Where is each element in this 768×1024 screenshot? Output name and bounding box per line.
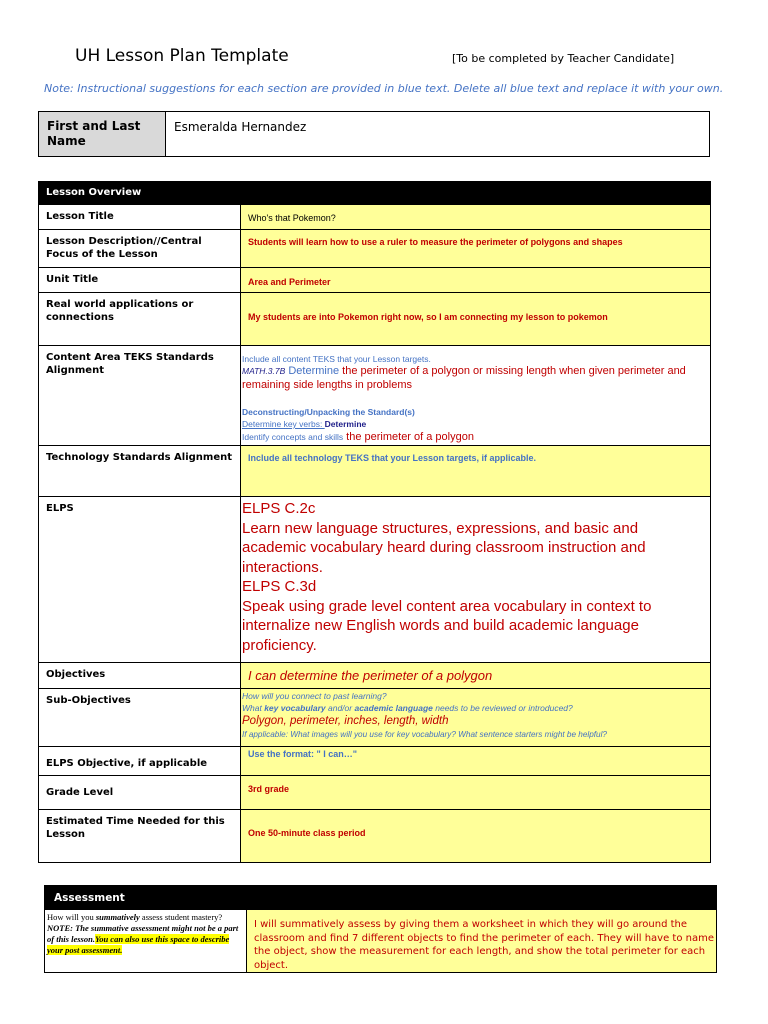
technology-value[interactable]: Include all technology TEKS that your Lesson targets, if applicable. xyxy=(241,446,710,496)
unit-title-label: Unit Title xyxy=(39,268,241,292)
lesson-overview-table xyxy=(38,181,711,863)
row-description xyxy=(39,229,710,267)
page-title: UH Lesson Plan Template xyxy=(75,46,289,66)
sub-obj-vocab: Polygon, perimeter, inches, length, width xyxy=(242,715,449,727)
assessment-label: How will you summatively assess student mastery? NOTE: The summative assessment might not be a part of this lesson.You can also use this space to describe your post assessment. xyxy=(45,910,247,972)
row-elps-objective xyxy=(39,746,710,775)
row-sub-objectives xyxy=(39,688,710,746)
concepts-label: Identify concepts and skills xyxy=(242,432,344,442)
sub-obj-q3: If applicable: What images will you use for key vocabulary? What sentence starters might be helpful? xyxy=(242,730,607,739)
grade-level-value[interactable]: 3rd grade xyxy=(241,776,710,809)
row-elps xyxy=(39,496,710,662)
row-real-world xyxy=(39,292,710,345)
page-subtitle: [To be completed by Teacher Candidate] xyxy=(452,52,675,65)
assessment-table xyxy=(44,885,717,973)
technology-label: Technology Standards Alignment xyxy=(39,446,241,496)
grade-level-label: Grade Level xyxy=(39,776,241,809)
elps-c2c-text: Learn new language structures, expressions, and basic and academic vocabulary heard during classroom instruction and interactions. xyxy=(242,519,646,576)
teks-value[interactable] xyxy=(241,346,710,445)
row-technology xyxy=(39,445,710,496)
sub-obj-q1: How will you connect to past learning? xyxy=(242,691,387,701)
row-lesson-title xyxy=(39,204,710,229)
elps-label: ELPS xyxy=(39,497,241,662)
assessment-row xyxy=(45,910,716,972)
name-value[interactable]: Esmeralda Hernandez xyxy=(174,120,307,134)
deconstruct-heading: Deconstructing/Unpacking the Standard(s) xyxy=(242,407,415,417)
lesson-title-label: Lesson Title xyxy=(39,205,241,229)
row-time-needed xyxy=(39,809,710,862)
row-grade-level xyxy=(39,775,710,809)
sub-objectives-label: Sub-Objectives xyxy=(39,689,241,746)
assessment-value[interactable]: I will summatively assess by giving them a worksheet in which they will go around the classroom and find 7 different objects to find the perimeter of each. They will have to name the object, show the measurement for each length, and show the total perimeter for each object. xyxy=(247,910,716,972)
sub-objectives-value[interactable] xyxy=(241,689,710,746)
objectives-value[interactable]: I can determine the perimeter of a polygon xyxy=(241,663,710,688)
lesson-title-value[interactable]: Who's that Pokemon? xyxy=(241,205,710,229)
concepts-value: the perimeter of a polygon xyxy=(343,431,474,443)
elps-c3d-text: Speak using grade level content area vocabulary in context to internalize new English words and build academic language proficiency. xyxy=(242,597,652,654)
teks-verb: Determine xyxy=(288,365,340,377)
instruction-note: Note: Instructional suggestions for each section are provided in blue text. Delete all blue text and replace it with your own. xyxy=(44,82,724,95)
real-world-value[interactable]: My students are into Pokemon right now, so I am connecting my lesson to pokemon xyxy=(241,293,710,345)
key-verbs-value: Determine xyxy=(324,419,367,429)
key-verbs-label: Determine key verbs: xyxy=(242,419,325,429)
row-teks xyxy=(39,345,710,445)
teks-label: Content Area TEKS Standards Alignment xyxy=(39,346,241,445)
teks-code: MATH.3.7B xyxy=(242,366,286,376)
time-needed-value[interactable]: One 50-minute class period xyxy=(241,810,710,862)
row-unit-title xyxy=(39,267,710,292)
row-objectives xyxy=(39,662,710,688)
description-label: Lesson Description//Central Focus of the Lesson xyxy=(39,230,241,267)
name-table xyxy=(38,111,710,157)
name-label: First and Last Name xyxy=(39,112,166,156)
elps-objective-label: ELPS Objective, if applicable xyxy=(39,747,241,775)
teks-standard-text: the perimeter of a polygon or missing length when given perimeter and remaining side lengths in problems xyxy=(242,365,686,391)
elps-value[interactable] xyxy=(241,497,710,662)
unit-title-value[interactable]: Area and Perimeter xyxy=(241,268,710,292)
time-needed-label: Estimated Time Needed for this Lesson xyxy=(39,810,241,862)
objectives-label: Objectives xyxy=(39,663,241,688)
elps-objective-value[interactable]: Use the format: " I can…" xyxy=(241,747,710,775)
assessment-header: Assessment xyxy=(45,886,716,910)
lesson-overview-header: Lesson Overview xyxy=(39,182,710,204)
elps-c2c-code: ELPS C.2c xyxy=(242,500,316,517)
teks-instruction: Include all content TEKS that your Lesson targets. xyxy=(242,354,431,364)
real-world-label: Real world applications or connections xyxy=(39,293,241,345)
description-value[interactable]: Students will learn how to use a ruler to measure the perimeter of polygons and shapes xyxy=(241,230,710,267)
elps-c3d-code: ELPS C.3d xyxy=(242,578,317,595)
sub-obj-q2: What key vocabulary and/or academic language needs to be reviewed or introduced? xyxy=(242,703,573,713)
